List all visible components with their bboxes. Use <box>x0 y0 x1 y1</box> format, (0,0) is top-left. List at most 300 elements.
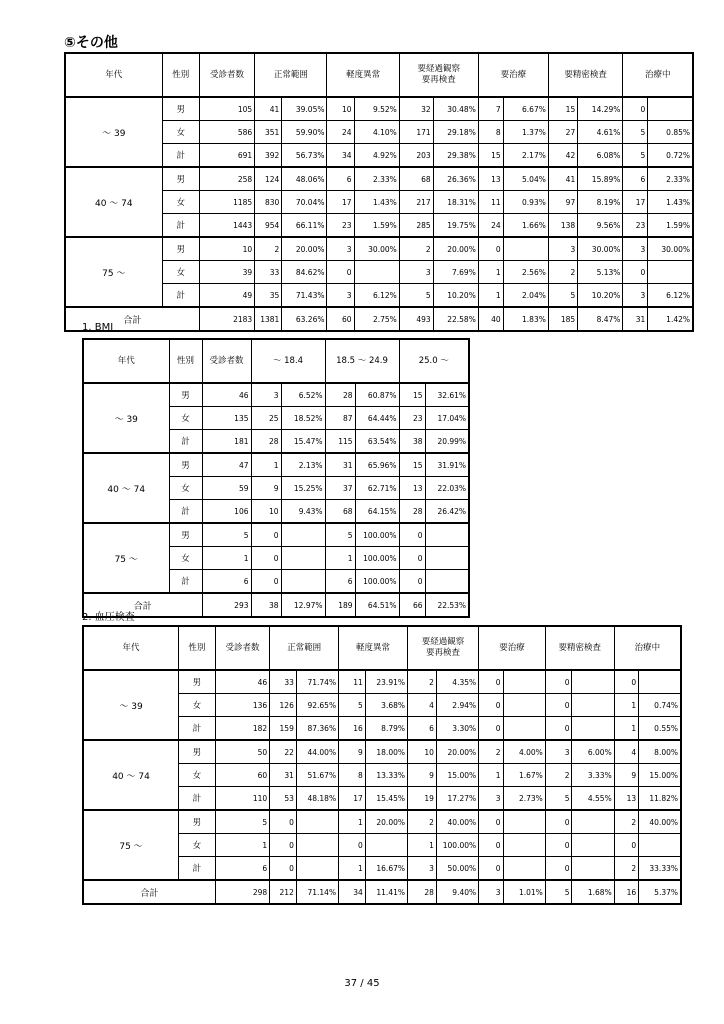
total-cell: 1.42% <box>648 307 693 331</box>
table-cell: 84.62% <box>282 261 327 284</box>
total-cell: 40 <box>478 307 503 331</box>
sex-label: 男 <box>169 523 202 547</box>
table-cell: 1 <box>325 547 355 570</box>
sex-label: 計 <box>169 500 202 524</box>
table-cell: 2.33% <box>648 167 693 191</box>
table-cell: 9 <box>251 477 281 500</box>
table-cell: 2 <box>408 670 437 694</box>
column-header <box>327 53 399 97</box>
table-cell: 2.94% <box>436 694 478 717</box>
table-cell: 48.18% <box>296 787 338 811</box>
table-cell: 41 <box>548 167 577 191</box>
table-cell: 1 <box>614 694 638 717</box>
table-cell: 4 <box>614 740 638 764</box>
table-cell: 33 <box>255 261 282 284</box>
column-header-text: 性別 <box>188 642 206 653</box>
sex-label: 男 <box>162 97 199 121</box>
table-row <box>65 97 693 121</box>
table-cell: 18.31% <box>433 191 478 214</box>
table-cell: 1 <box>614 717 638 741</box>
table-cell: 32 <box>399 97 433 121</box>
table-cell: 0.74% <box>639 694 681 717</box>
table-cell <box>503 237 548 261</box>
table-row <box>83 670 681 694</box>
table-cell: 115 <box>325 430 355 454</box>
total-cell: 293 <box>202 593 251 617</box>
table-cell: 0 <box>545 670 572 694</box>
table-cell <box>572 857 614 881</box>
total-cell: 5 <box>545 880 572 904</box>
table-row <box>83 810 681 834</box>
table-cell: 16.67% <box>365 857 407 881</box>
table-cell: 0 <box>399 570 425 594</box>
table-cell: 10.20% <box>578 284 623 308</box>
table-cell: 2 <box>255 237 282 261</box>
total-cell: 2183 <box>199 307 254 331</box>
table-cell: 2 <box>614 810 638 834</box>
table-cell: 1.59% <box>648 214 693 238</box>
column-header-text: 軽度異常 <box>356 642 391 653</box>
total-cell: 22.53% <box>425 593 469 617</box>
column-header <box>199 53 254 97</box>
table-cell: 2.33% <box>354 167 399 191</box>
table-cell <box>648 261 693 284</box>
table-cell: 10 <box>408 740 437 764</box>
table-cell <box>425 570 469 594</box>
table-cell: 1 <box>215 834 269 857</box>
sex-label: 計 <box>169 570 202 594</box>
total-cell: 1.83% <box>503 307 548 331</box>
total-row <box>65 307 693 331</box>
age-group-label: 40 ～ 74 <box>83 740 179 810</box>
table-cell: 31 <box>270 764 297 787</box>
table-cell: 954 <box>255 214 282 238</box>
table-cell: 63.54% <box>355 430 399 454</box>
table-cell: 6.12% <box>648 284 693 308</box>
table-cell: 18.00% <box>365 740 407 764</box>
header-row <box>83 626 681 670</box>
column-header-text: 治療中 <box>634 642 661 653</box>
table-cell: 9.56% <box>578 214 623 238</box>
table-cell: 15.00% <box>639 764 681 787</box>
table-cell: 49 <box>199 284 254 308</box>
total-cell: 12.97% <box>281 593 325 617</box>
table-cell: 0 <box>270 810 297 834</box>
table-cell: 0 <box>614 834 638 857</box>
blood-pressure-table <box>82 625 682 905</box>
table-cell: 13 <box>478 167 503 191</box>
age-group-label: 75 ～ <box>83 523 169 593</box>
table-cell: 15 <box>548 97 577 121</box>
table-cell: 25 <box>251 407 281 430</box>
sex-label: 男 <box>162 237 199 261</box>
column-header-text: 25.0 ～ <box>418 355 449 366</box>
table-cell: 18.52% <box>281 407 325 430</box>
table-cell: 68 <box>399 167 433 191</box>
table-cell: 100.00% <box>436 834 478 857</box>
table-cell: 6 <box>623 167 648 191</box>
column-header-text: 要治療 <box>500 69 527 80</box>
table-cell: 100.00% <box>355 570 399 594</box>
table-cell: 30.00% <box>648 237 693 261</box>
table-cell: 65.96% <box>355 453 399 477</box>
table-cell: 3.30% <box>436 717 478 741</box>
table-cell: 10 <box>327 97 354 121</box>
column-header-text: 要再検査 <box>426 648 461 658</box>
table-cell: 6.00% <box>572 740 614 764</box>
sex-label: 女 <box>169 477 202 500</box>
age-group-label: 75 ～ <box>83 810 179 880</box>
table-cell: 26.36% <box>433 167 478 191</box>
table-cell: 17 <box>623 191 648 214</box>
table-cell <box>281 547 325 570</box>
column-header <box>83 339 169 383</box>
table-cell: 5 <box>325 523 355 547</box>
table-cell: 11 <box>339 670 366 694</box>
table-cell: 15.00% <box>436 764 478 787</box>
column-header-text: 年代 <box>122 642 140 653</box>
table-cell: 0 <box>479 834 503 857</box>
total-cell: 493 <box>399 307 433 331</box>
table-cell: 20.00% <box>433 237 478 261</box>
table-cell: 59.90% <box>282 121 327 144</box>
table-cell: 17 <box>327 191 354 214</box>
table-cell: 0 <box>623 97 648 121</box>
table-cell: 15 <box>478 144 503 168</box>
table-cell: 5 <box>545 787 572 811</box>
table-cell: 3 <box>408 857 437 881</box>
section-title: ⑤その他 <box>64 35 118 51</box>
table-cell: 6 <box>325 570 355 594</box>
column-header-text: 要再検査 <box>421 75 456 85</box>
table-cell: 351 <box>255 121 282 144</box>
column-header <box>478 53 548 97</box>
column-header-text: 要経過観察 <box>421 637 465 647</box>
table-cell: 8.79% <box>365 717 407 741</box>
table-cell <box>281 523 325 547</box>
sex-label: 計 <box>169 430 202 454</box>
table-cell: 10.20% <box>433 284 478 308</box>
table-cell: 5 <box>339 694 366 717</box>
table-cell: 17 <box>339 787 366 811</box>
table-cell: 29.38% <box>433 144 478 168</box>
column-header-text: 年代 <box>105 69 123 80</box>
table-cell: 19.75% <box>433 214 478 238</box>
table-cell: 87.36% <box>296 717 338 741</box>
total-cell: 31 <box>623 307 648 331</box>
age-group-label: ～ 39 <box>83 383 169 453</box>
table-row <box>83 453 469 477</box>
table-cell: 2.17% <box>503 144 548 168</box>
table-cell: 1.66% <box>503 214 548 238</box>
total-cell: 34 <box>339 880 366 904</box>
table-cell: 29.18% <box>433 121 478 144</box>
total-cell: 1381 <box>255 307 282 331</box>
table-cell <box>503 810 545 834</box>
table-cell: 3.33% <box>572 764 614 787</box>
sex-label: 女 <box>179 764 216 787</box>
total-label: 合計 <box>65 307 199 331</box>
sex-label: 計 <box>179 787 216 811</box>
table-cell: 2.04% <box>503 284 548 308</box>
table-cell: 691 <box>199 144 254 168</box>
table-cell: 33 <box>270 670 297 694</box>
total-cell: 16 <box>614 880 638 904</box>
sex-label: 計 <box>162 214 199 238</box>
sex-label: 女 <box>179 694 216 717</box>
table-cell: 5 <box>548 284 577 308</box>
table-cell: 68 <box>325 500 355 524</box>
total-label: 合計 <box>83 593 202 617</box>
table-cell: 4.10% <box>354 121 399 144</box>
age-group-label: 75 ～ <box>65 237 162 307</box>
table-cell: 92.65% <box>296 694 338 717</box>
table-cell: 0 <box>545 717 572 741</box>
table-cell: 30.00% <box>354 237 399 261</box>
column-header <box>399 53 478 97</box>
table-cell: 3 <box>479 787 503 811</box>
table-row <box>83 383 469 407</box>
table-cell <box>296 857 338 881</box>
total-cell: 1.01% <box>503 880 545 904</box>
bp-section-title: 2. 血圧検査 <box>82 612 135 623</box>
table-cell: 9 <box>614 764 638 787</box>
table-row <box>65 167 693 191</box>
column-header <box>255 53 327 97</box>
table-cell: 46 <box>202 383 251 407</box>
table-cell: 0 <box>614 670 638 694</box>
table-cell: 830 <box>255 191 282 214</box>
table-cell: 1 <box>479 764 503 787</box>
sex-label: 女 <box>162 191 199 214</box>
table-cell: 1 <box>478 284 503 308</box>
table-cell: 2 <box>479 740 503 764</box>
total-cell: 298 <box>215 880 269 904</box>
total-cell: 189 <box>325 593 355 617</box>
sex-label: 計 <box>179 717 216 741</box>
sex-label: 男 <box>169 383 202 407</box>
column-header-text: 要精密検査 <box>558 642 601 653</box>
table-cell: 5 <box>623 121 648 144</box>
total-cell: 185 <box>548 307 577 331</box>
column-header-text: 要経過観察 <box>417 64 461 74</box>
table-cell <box>648 97 693 121</box>
table-cell: 15.89% <box>578 167 623 191</box>
table-cell: 5 <box>623 144 648 168</box>
table-cell: 15.47% <box>281 430 325 454</box>
table-cell: 136 <box>215 694 269 717</box>
table-cell: 6.12% <box>354 284 399 308</box>
total-cell: 2.75% <box>354 307 399 331</box>
table-cell: 38 <box>399 430 425 454</box>
table-cell: 37 <box>325 477 355 500</box>
table-cell: 30.48% <box>433 97 478 121</box>
sex-label: 男 <box>179 670 216 694</box>
column-header <box>215 626 269 670</box>
table-cell: 44.00% <box>296 740 338 764</box>
column-header-text: 性別 <box>176 355 194 366</box>
table-cell: 11.82% <box>639 787 681 811</box>
column-header-text: 要治療 <box>499 642 525 653</box>
table-cell: 3 <box>623 237 648 261</box>
table-cell: 2.13% <box>281 453 325 477</box>
table-cell: 105 <box>199 97 254 121</box>
table-row <box>83 740 681 764</box>
table-cell: 0 <box>479 857 503 881</box>
column-header-text: 受診者数 <box>209 355 244 366</box>
table-cell: 17.04% <box>425 407 469 430</box>
table-cell: 3 <box>623 284 648 308</box>
total-cell: 71.14% <box>296 880 338 904</box>
table-cell: 0 <box>251 570 281 594</box>
table-cell: 138 <box>548 214 577 238</box>
table-cell: 9 <box>339 740 366 764</box>
table-cell: 0 <box>545 810 572 834</box>
table-cell: 9 <box>408 764 437 787</box>
table-cell: 3 <box>548 237 577 261</box>
column-header <box>545 626 614 670</box>
table-row <box>83 523 469 547</box>
table-cell: 48.06% <box>282 167 327 191</box>
table-cell: 7 <box>478 97 503 121</box>
column-header <box>623 53 693 97</box>
sex-label: 女 <box>169 547 202 570</box>
table-cell: 0 <box>399 547 425 570</box>
table-cell: 19 <box>408 787 437 811</box>
table-cell: 50.00% <box>436 857 478 881</box>
column-header <box>479 626 546 670</box>
sex-label: 男 <box>179 810 216 834</box>
total-cell: 66 <box>399 593 425 617</box>
total-cell: 60 <box>327 307 354 331</box>
table-cell <box>365 834 407 857</box>
table-cell: 0 <box>479 670 503 694</box>
table-cell: 14.29% <box>578 97 623 121</box>
table-cell: 159 <box>270 717 297 741</box>
table-cell: 3 <box>327 237 354 261</box>
table-cell: 41 <box>255 97 282 121</box>
table-cell: 124 <box>255 167 282 191</box>
table-cell: 3 <box>327 284 354 308</box>
table-cell: 24 <box>478 214 503 238</box>
table-cell: 64.44% <box>355 407 399 430</box>
column-header-text: 正常範囲 <box>273 69 308 80</box>
table-cell: 8 <box>339 764 366 787</box>
page-number: 37 / 45 <box>344 978 380 989</box>
table-cell: 0 <box>545 694 572 717</box>
table-cell: 70.04% <box>282 191 327 214</box>
column-header <box>65 53 162 97</box>
table-cell <box>572 670 614 694</box>
table-cell: 23 <box>327 214 354 238</box>
table-cell: 1 <box>251 453 281 477</box>
table-cell: 40.00% <box>639 810 681 834</box>
table-cell: 0 <box>545 834 572 857</box>
column-header <box>270 626 339 670</box>
table-cell <box>572 717 614 741</box>
table-cell: 66.11% <box>282 214 327 238</box>
sex-label: 男 <box>162 167 199 191</box>
table-cell: 27 <box>548 121 577 144</box>
column-header <box>202 339 251 383</box>
table-cell: 586 <box>199 121 254 144</box>
table-cell: 2.56% <box>503 261 548 284</box>
column-header <box>399 339 469 383</box>
table-cell: 5 <box>215 810 269 834</box>
total-row <box>83 593 469 617</box>
total-cell: 8.47% <box>578 307 623 331</box>
table-cell: 0 <box>251 547 281 570</box>
sex-label: 女 <box>162 121 199 144</box>
table-cell: 6.08% <box>578 144 623 168</box>
table-cell: 59 <box>202 477 251 500</box>
table-cell: 7.69% <box>433 261 478 284</box>
column-header <box>548 53 623 97</box>
table-cell: 39 <box>199 261 254 284</box>
table-cell: 3 <box>545 740 572 764</box>
table-cell: 0 <box>327 261 354 284</box>
table-cell: 110 <box>215 787 269 811</box>
table-cell: 56.73% <box>282 144 327 168</box>
column-header-text: 受診者数 <box>210 69 245 80</box>
column-header <box>339 626 408 670</box>
table-cell: 126 <box>270 694 297 717</box>
table-cell: 9.43% <box>281 500 325 524</box>
table-cell: 0 <box>623 261 648 284</box>
table-cell: 4.55% <box>572 787 614 811</box>
table-cell <box>296 834 338 857</box>
header-row <box>65 53 693 97</box>
table-cell: 26.42% <box>425 500 469 524</box>
table-cell <box>354 261 399 284</box>
total-cell: 28 <box>408 880 437 904</box>
table-cell: 0.72% <box>648 144 693 168</box>
table-cell: 53 <box>270 787 297 811</box>
bmi-table <box>82 338 470 618</box>
table-cell: 13 <box>399 477 425 500</box>
table-cell: 28 <box>251 430 281 454</box>
total-cell: 38 <box>251 593 281 617</box>
table-cell: 1.43% <box>648 191 693 214</box>
total-cell: 9.40% <box>436 880 478 904</box>
table-cell: 5.13% <box>578 261 623 284</box>
table-cell: 13.33% <box>365 764 407 787</box>
table-cell: 6 <box>327 167 354 191</box>
table-cell: 1 <box>339 857 366 881</box>
table-cell: 135 <box>202 407 251 430</box>
total-cell: 22.58% <box>433 307 478 331</box>
table-cell: 2 <box>408 810 437 834</box>
table-cell: 87 <box>325 407 355 430</box>
table-cell: 182 <box>215 717 269 741</box>
table-cell <box>296 810 338 834</box>
table-cell: 16 <box>339 717 366 741</box>
table-cell: 62.71% <box>355 477 399 500</box>
table-cell: 1.67% <box>503 764 545 787</box>
table-cell: 3 <box>399 261 433 284</box>
table-cell: 15 <box>399 453 425 477</box>
table-cell: 32.61% <box>425 383 469 407</box>
table-cell: 1 <box>478 261 503 284</box>
table-cell: 285 <box>399 214 433 238</box>
column-header <box>614 626 681 670</box>
table-cell: 35 <box>255 284 282 308</box>
table-cell <box>503 834 545 857</box>
table-cell: 1185 <box>199 191 254 214</box>
table-cell <box>503 857 545 881</box>
table-cell: 20.00% <box>365 810 407 834</box>
table-cell: 6 <box>408 717 437 741</box>
